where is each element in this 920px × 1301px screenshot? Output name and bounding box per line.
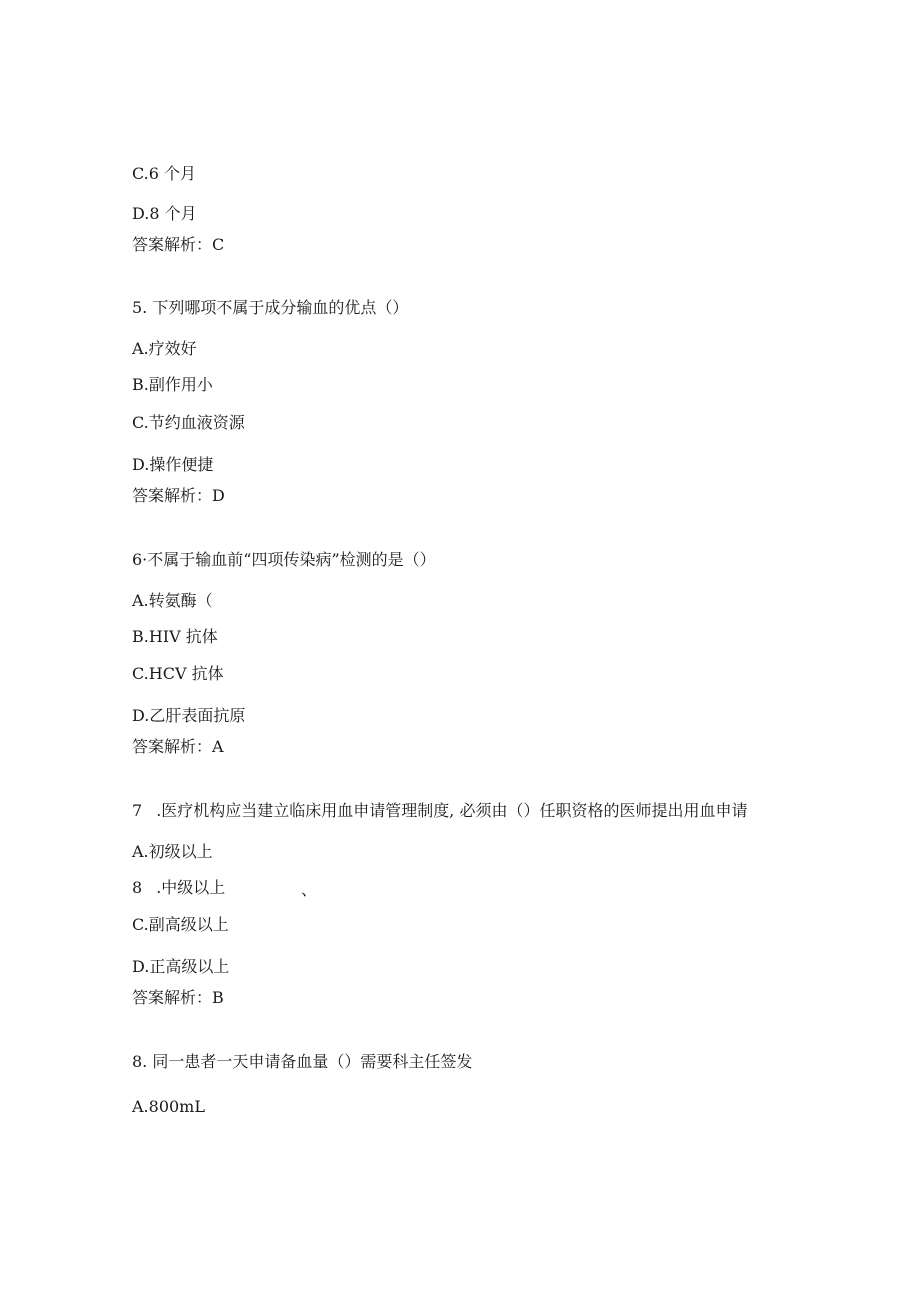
option-d-q4: D.8 个月 [132,204,197,223]
option-d-q7: D.正高级以上 [132,957,230,976]
option-a-q7: A.初级以上 [132,842,213,861]
answer-q5: 答案解析：D [132,486,225,505]
option-b-q6: B.HIV 抗体 [132,627,218,646]
question-7-text: .医疗机构应当建立临床用血申请管理制度, 必须由（）任职资格的医师提出用血申请 [156,801,748,820]
option-c-q6: C.HCV 抗体 [132,664,224,683]
question-6: 6·不属于输血前“四项传染病”检测的是（） [132,550,436,569]
option-b-q7-label: 8 [132,878,143,897]
option-c-q5: C.节约血液资源 [132,413,245,432]
option-b-q7-text: .中级以上 [156,878,226,897]
option-d-q6: D.乙肝表面抗原 [132,706,246,725]
stray-comma-mark: 、 [301,880,318,899]
option-a-q8: A.800mL [132,1097,205,1116]
question-8: 8. 同一患者一天申请备血量（）需要科主任签发 [132,1052,473,1071]
option-d-q5: D.操作便捷 [132,455,214,474]
answer-q7: 答案解析：B [132,988,224,1007]
question-7-number: 7 [132,801,143,820]
question-5: 5. 下列哪项不属于成分输血的优点（） [132,298,409,317]
option-a-q6: A.转氨酶（ [132,591,213,610]
option-b-q5: B.副作用小 [132,375,213,394]
option-a-q5: A.疗效好 [132,339,197,358]
answer-q6: 答案解析：A [132,737,224,756]
option-c-q4: C.6 个月 [132,164,197,183]
option-c-q7: C.副高级以上 [132,915,229,934]
answer-q4: 答案解析：C [132,235,225,254]
question-7 [132,801,747,821]
